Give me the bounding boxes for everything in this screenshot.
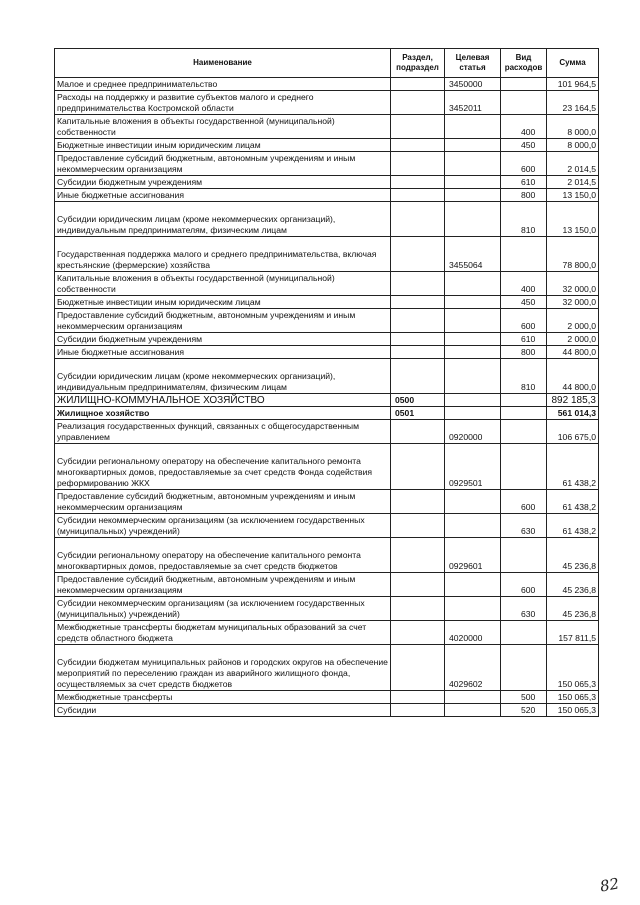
table-row [55, 91, 599, 115]
cell-name: Бюджетные инвестиции иным юридическим лицам [55, 296, 391, 309]
table-row [55, 189, 599, 202]
cell-expense [501, 394, 547, 407]
cell-name: Субсидии региональному оператору на обеспечение капитального ремонта многоквартирных домов, предоставляемые за счет средств бюджетов [55, 538, 391, 573]
cell-target: 3455064 [445, 237, 501, 272]
cell-name: Предоставление субсидий бюджетным, автономным учреждениям и иным некоммерческим организациям [55, 573, 391, 597]
cell-expense [501, 538, 547, 573]
cell-target: 0920000 [445, 420, 501, 444]
cell-expense: 400 [501, 115, 547, 139]
table-row [55, 346, 599, 359]
cell-sum: 150 065,3 [547, 691, 599, 704]
cell-target [445, 272, 501, 296]
table-row [55, 333, 599, 346]
cell-target [445, 189, 501, 202]
cell-sum: 2 000,0 [547, 309, 599, 333]
table-row [55, 394, 599, 407]
header-sum: Сумма [547, 49, 599, 78]
cell-section [391, 237, 445, 272]
cell-section [391, 78, 445, 91]
cell-name: Субсидии юридическим лицам (кроме некоммерческих организаций), индивидуальным предпринимателям, физическим лицам [55, 359, 391, 394]
cell-name: Субсидии бюджетным учреждениям [55, 176, 391, 189]
cell-expense: 630 [501, 514, 547, 538]
table-row [55, 359, 599, 394]
cell-section [391, 272, 445, 296]
table-row [55, 296, 599, 309]
table-row [55, 176, 599, 189]
table-row [55, 514, 599, 538]
cell-name: Реализация государственных функций, связанных с общегосударственным управлением [55, 420, 391, 444]
cell-name: Субсидии бюджетным учреждениям [55, 333, 391, 346]
cell-section: 0500 [391, 394, 445, 407]
cell-expense: 520 [501, 704, 547, 717]
cell-section [391, 645, 445, 691]
table-row [55, 78, 599, 91]
cell-section [391, 573, 445, 597]
table-row [55, 704, 599, 717]
cell-section [391, 333, 445, 346]
cell-name: Субсидии некоммерческим организациям (за исключением государственных (муниципальных) учреждений) [55, 597, 391, 621]
cell-name: Предоставление субсидий бюджетным, автономным учреждениям и иным некоммерческим организациям [55, 490, 391, 514]
table-row [55, 691, 599, 704]
header-target: Целевая статья [445, 49, 501, 78]
cell-section [391, 704, 445, 717]
table-row [55, 152, 599, 176]
cell-name: Малое и среднее предпринимательство [55, 78, 391, 91]
cell-target [445, 514, 501, 538]
cell-expense: 600 [501, 152, 547, 176]
cell-name: Субсидии бюджетам муниципальных районов и городских округов на обеспечение мероприятий по переселению граждан из аварийного жилищного фонда, осуществляемых за счет средств бюджетов [55, 645, 391, 691]
cell-sum: 8 000,0 [547, 139, 599, 152]
table-row [55, 139, 599, 152]
cell-section [391, 91, 445, 115]
cell-target [445, 359, 501, 394]
cell-target: 3452011 [445, 91, 501, 115]
cell-section [391, 115, 445, 139]
cell-target [445, 407, 501, 420]
cell-name: Бюджетные инвестиции иным юридическим лицам [55, 139, 391, 152]
table-body [55, 78, 599, 717]
cell-sum: 44 800,0 [547, 359, 599, 394]
cell-target [445, 202, 501, 237]
cell-section [391, 202, 445, 237]
cell-target: 0929601 [445, 538, 501, 573]
cell-expense: 800 [501, 189, 547, 202]
cell-expense: 610 [501, 333, 547, 346]
cell-sum: 23 164,5 [547, 91, 599, 115]
cell-name: Расходы на поддержку и развитие субъектов малого и среднего предпринимательства Костромской области [55, 91, 391, 115]
cell-name: Межбюджетные трансферты [55, 691, 391, 704]
cell-sum: 2 000,0 [547, 333, 599, 346]
cell-name: Жилищное хозяйство [55, 407, 391, 420]
cell-name: Государственная поддержка малого и среднего предпринимательства, включая крестьянские (фермерские) хозяйства [55, 237, 391, 272]
cell-section [391, 691, 445, 704]
cell-section [391, 490, 445, 514]
header-expense: Вид расходов [501, 49, 547, 78]
cell-sum: 150 065,3 [547, 704, 599, 717]
table-row [55, 444, 599, 490]
cell-name: Субсидии региональному оператору на обеспечение капитального ремонта многоквартирных домов, предоставляемые за счет средств Фонда содействия реформированию ЖКХ [55, 444, 391, 490]
cell-name: Субсидии юридическим лицам (кроме некоммерческих организаций), индивидуальным предпринимателям, физическим лицам [55, 202, 391, 237]
cell-name: Межбюджетные трансферты бюджетам муниципальных образований за счет средств областного бюджета [55, 621, 391, 645]
cell-expense: 450 [501, 139, 547, 152]
table-row [55, 309, 599, 333]
cell-sum: 106 675,0 [547, 420, 599, 444]
cell-expense [501, 621, 547, 645]
cell-section [391, 296, 445, 309]
cell-target [445, 176, 501, 189]
cell-expense [501, 78, 547, 91]
cell-expense [501, 237, 547, 272]
cell-expense: 600 [501, 573, 547, 597]
cell-sum: 61 438,2 [547, 444, 599, 490]
cell-sum: 2 014,5 [547, 176, 599, 189]
table-row [55, 645, 599, 691]
cell-sum: 892 185,3 [547, 394, 599, 407]
table-row [55, 573, 599, 597]
budget-table-sheet [54, 48, 598, 717]
cell-section [391, 152, 445, 176]
cell-target [445, 704, 501, 717]
cell-section: 0501 [391, 407, 445, 420]
cell-sum: 44 800,0 [547, 346, 599, 359]
cell-expense: 810 [501, 202, 547, 237]
cell-name: Субсидии [55, 704, 391, 717]
cell-target: 3450000 [445, 78, 501, 91]
cell-target [445, 152, 501, 176]
cell-sum: 78 800,0 [547, 237, 599, 272]
table-row [55, 490, 599, 514]
cell-expense [501, 645, 547, 691]
table-row [55, 597, 599, 621]
cell-section [391, 621, 445, 645]
cell-target [445, 309, 501, 333]
cell-name: Предоставление субсидий бюджетным, автономным учреждениям и иным некоммерческим организациям [55, 152, 391, 176]
cell-target: 4029602 [445, 645, 501, 691]
cell-name: Субсидии некоммерческим организациям (за исключением государственных (муниципальных) учреждений) [55, 514, 391, 538]
table-row [55, 115, 599, 139]
cell-section [391, 346, 445, 359]
table-row [55, 272, 599, 296]
cell-target [445, 490, 501, 514]
cell-sum: 61 438,2 [547, 490, 599, 514]
cell-sum: 45 236,8 [547, 538, 599, 573]
cell-name: Иные бюджетные ассигнования [55, 189, 391, 202]
cell-section [391, 597, 445, 621]
cell-target [445, 573, 501, 597]
cell-expense [501, 420, 547, 444]
cell-section [391, 444, 445, 490]
cell-section [391, 514, 445, 538]
cell-sum: 101 964,5 [547, 78, 599, 91]
cell-expense: 600 [501, 490, 547, 514]
cell-expense: 500 [501, 691, 547, 704]
cell-expense [501, 91, 547, 115]
cell-section [391, 538, 445, 573]
cell-expense [501, 407, 547, 420]
cell-section [391, 189, 445, 202]
cell-sum: 45 236,8 [547, 597, 599, 621]
cell-expense: 610 [501, 176, 547, 189]
cell-name: Капитальные вложения в объекты государственной (муниципальной) собственности [55, 115, 391, 139]
table-row [55, 420, 599, 444]
cell-section [391, 309, 445, 333]
cell-sum: 32 000,0 [547, 296, 599, 309]
cell-expense: 810 [501, 359, 547, 394]
cell-target [445, 296, 501, 309]
cell-target [445, 333, 501, 346]
cell-expense [501, 444, 547, 490]
cell-section [391, 420, 445, 444]
cell-sum: 150 065,3 [547, 645, 599, 691]
header-section: Раздел, подраздел [391, 49, 445, 78]
cell-target [445, 139, 501, 152]
cell-target [445, 597, 501, 621]
cell-sum: 13 150,0 [547, 189, 599, 202]
table-row [55, 407, 599, 420]
page-number: 82 [598, 874, 621, 896]
cell-section [391, 176, 445, 189]
cell-target [445, 691, 501, 704]
cell-sum: 32 000,0 [547, 272, 599, 296]
cell-expense: 400 [501, 272, 547, 296]
table-row [55, 621, 599, 645]
cell-sum: 2 014,5 [547, 152, 599, 176]
budget-table [54, 48, 599, 717]
cell-section [391, 139, 445, 152]
cell-name: Иные бюджетные ассигнования [55, 346, 391, 359]
cell-target: 4020000 [445, 621, 501, 645]
cell-sum: 45 236,8 [547, 573, 599, 597]
cell-sum: 8 000,0 [547, 115, 599, 139]
table-row [55, 237, 599, 272]
cell-name: Предоставление субсидий бюджетным, автономным учреждениям и иным некоммерческим организациям [55, 309, 391, 333]
table-row [55, 202, 599, 237]
cell-sum: 13 150,0 [547, 202, 599, 237]
cell-target [445, 346, 501, 359]
header-name: Наименование [55, 49, 391, 78]
cell-name: Капитальные вложения в объекты государственной (муниципальной) собственности [55, 272, 391, 296]
cell-sum: 561 014,3 [547, 407, 599, 420]
table-header-row [55, 49, 599, 78]
cell-expense: 630 [501, 597, 547, 621]
cell-expense: 800 [501, 346, 547, 359]
table-row [55, 538, 599, 573]
cell-expense: 600 [501, 309, 547, 333]
cell-target [445, 394, 501, 407]
cell-target [445, 115, 501, 139]
cell-sum: 157 811,5 [547, 621, 599, 645]
cell-section [391, 359, 445, 394]
cell-target: 0929501 [445, 444, 501, 490]
cell-expense: 450 [501, 296, 547, 309]
cell-sum: 61 438,2 [547, 514, 599, 538]
cell-name: ЖИЛИЩНО-КОММУНАЛЬНОЕ ХОЗЯЙСТВО [55, 394, 391, 407]
